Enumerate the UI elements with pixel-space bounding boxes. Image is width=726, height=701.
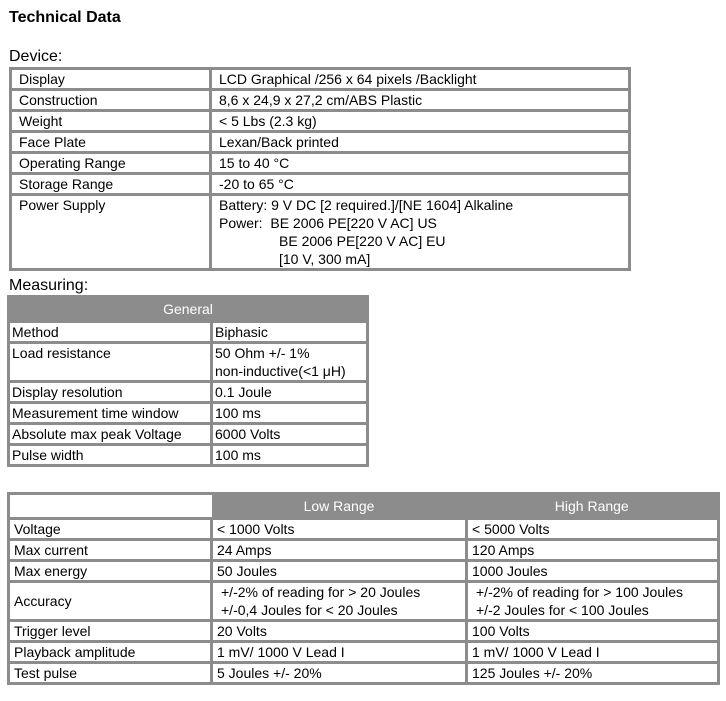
load-resistance-line: 50 Ohm +/- 1% bbox=[215, 345, 310, 361]
table-row bbox=[9, 582, 719, 621]
device-value: -20 to 65 °C bbox=[211, 174, 630, 195]
device-table bbox=[9, 67, 631, 271]
range-header-blank bbox=[9, 494, 212, 519]
range-key: Accuracy bbox=[9, 582, 212, 621]
table-row bbox=[11, 195, 630, 270]
general-key: Pulse width bbox=[9, 445, 212, 466]
low-range-value: 50 Joules bbox=[212, 561, 467, 582]
table-row bbox=[9, 424, 368, 445]
range-key: Trigger level bbox=[9, 621, 212, 642]
table-row bbox=[9, 343, 368, 382]
low-range-value: 24 Amps bbox=[212, 540, 467, 561]
table-row bbox=[9, 663, 719, 684]
general-header: General bbox=[9, 297, 368, 322]
range-key: Voltage bbox=[9, 519, 212, 540]
device-key: Storage Range bbox=[11, 174, 211, 195]
device-key: Weight bbox=[11, 111, 211, 132]
low-range-value: 1 mV/ 1000 V Lead I bbox=[212, 642, 467, 663]
device-key: Power Supply bbox=[11, 195, 211, 270]
high-range-value: < 5000 Volts bbox=[467, 519, 719, 540]
general-key: Method bbox=[9, 322, 212, 343]
low-range-value: < 1000 Volts bbox=[212, 519, 467, 540]
table-row bbox=[11, 174, 630, 195]
accuracy-line: +/-0,4 Joules for < 20 Joules bbox=[221, 602, 398, 618]
device-key: Face Plate bbox=[11, 132, 211, 153]
device-value: LCD Graphical /256 x 64 pixels /Backlight bbox=[211, 69, 630, 90]
low-range-header: Low Range bbox=[212, 494, 467, 519]
table-row bbox=[11, 90, 630, 111]
power-supply-line: BE 2006 PE[220 V AC] EU bbox=[279, 233, 446, 249]
range-key: Max energy bbox=[9, 561, 212, 582]
table-row bbox=[11, 69, 630, 90]
low-range-value: 20 Volts bbox=[212, 621, 467, 642]
low-range-value bbox=[212, 582, 467, 621]
accuracy-line: +/-2% of reading for > 20 Joules bbox=[221, 584, 421, 600]
high-range-value: 100 Volts bbox=[467, 621, 719, 642]
table-row bbox=[11, 132, 630, 153]
table-row bbox=[9, 642, 719, 663]
device-section-label: Device: bbox=[9, 48, 63, 65]
accuracy-line: +/-2 Joules for < 100 Joules bbox=[476, 602, 649, 618]
high-range-value: 120 Amps bbox=[467, 540, 719, 561]
general-value bbox=[212, 343, 368, 382]
table-row bbox=[11, 153, 630, 174]
device-key: Display bbox=[11, 69, 211, 90]
general-key: Display resolution bbox=[9, 382, 212, 403]
table-row bbox=[9, 322, 368, 343]
general-value: 0.1 Joule bbox=[212, 382, 368, 403]
range-key: Max current bbox=[9, 540, 212, 561]
general-value: 100 ms bbox=[212, 445, 368, 466]
low-range-value: 5 Joules +/- 20% bbox=[212, 663, 467, 684]
high-range-value bbox=[467, 582, 719, 621]
measuring-section-label: Measuring: bbox=[9, 277, 89, 294]
table-row bbox=[9, 540, 719, 561]
device-value: 8,6 x 24,9 x 27,2 cm/ABS Plastic bbox=[211, 90, 630, 111]
high-range-value: 1 mV/ 1000 V Lead I bbox=[467, 642, 719, 663]
general-value: 100 ms bbox=[212, 403, 368, 424]
range-key: Playback amplitude bbox=[9, 642, 212, 663]
general-key: Absolute max peak Voltage bbox=[9, 424, 212, 445]
power-supply-value bbox=[211, 195, 630, 270]
general-key: Measurement time window bbox=[9, 403, 212, 424]
table-row bbox=[11, 111, 630, 132]
general-key: Load resistance bbox=[9, 343, 212, 382]
general-table bbox=[7, 295, 369, 467]
power-supply-line: Battery: 9 V DC [2 required.]/[NE 1604] Alkaline bbox=[219, 197, 514, 213]
device-key: Operating Range bbox=[11, 153, 211, 174]
device-value: 15 to 40 °C bbox=[211, 153, 630, 174]
device-key: Construction bbox=[11, 90, 211, 111]
load-resistance-line: non-inductive(<1 μH) bbox=[215, 363, 346, 379]
general-value: Biphasic bbox=[212, 322, 368, 343]
table-row bbox=[9, 561, 719, 582]
table-row bbox=[9, 445, 368, 466]
device-value: < 5 Lbs (2.3 kg) bbox=[211, 111, 630, 132]
table-row bbox=[9, 621, 719, 642]
high-range-header: High Range bbox=[467, 494, 719, 519]
general-value: 6000 Volts bbox=[212, 424, 368, 445]
power-supply-line: [10 V, 300 mA] bbox=[279, 251, 371, 267]
high-range-value: 1000 Joules bbox=[467, 561, 719, 582]
table-row bbox=[9, 382, 368, 403]
device-value: Lexan/Back printed bbox=[211, 132, 630, 153]
high-range-value: 125 Joules +/- 20% bbox=[467, 663, 719, 684]
power-supply-line: Power: BE 2006 PE[220 V AC] US bbox=[219, 215, 437, 231]
table-row bbox=[9, 403, 368, 424]
page-title: Technical Data bbox=[9, 9, 121, 26]
accuracy-line: +/-2% of reading for > 100 Joules bbox=[476, 584, 684, 600]
range-key: Test pulse bbox=[9, 663, 212, 684]
range-table bbox=[7, 492, 720, 685]
table-row bbox=[9, 519, 719, 540]
